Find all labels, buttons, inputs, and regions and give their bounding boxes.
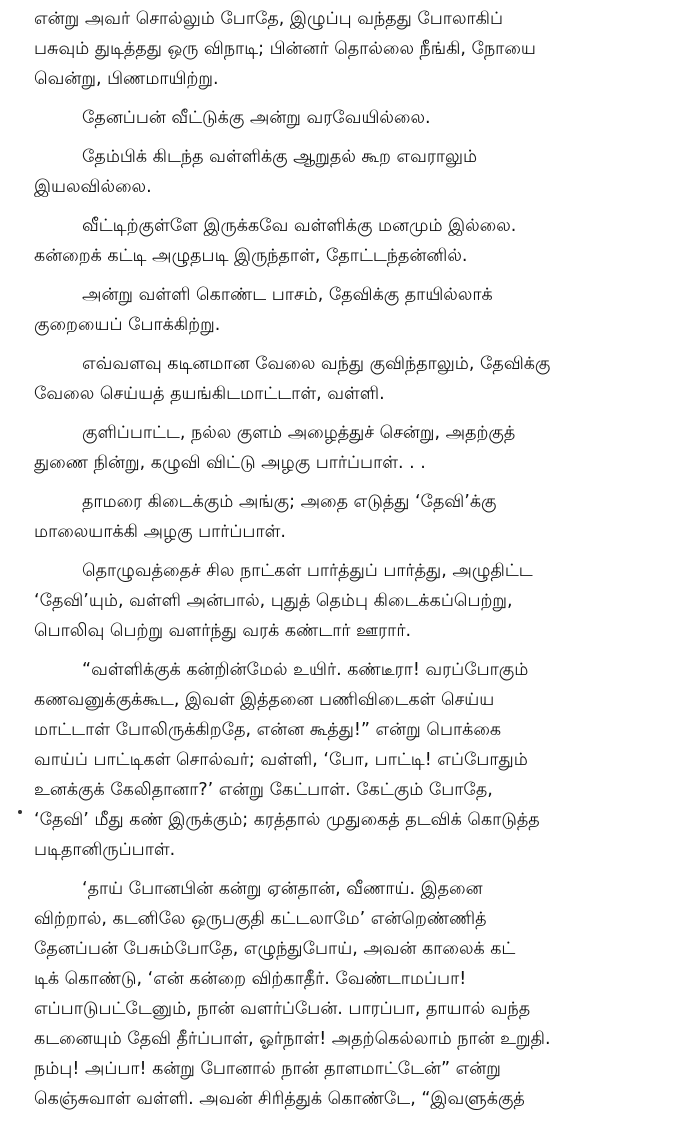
text-line: கடனையும் தேவி தீர்ப்பாள், ஓர்நாள்! அதற்கெல்லாம் நான் உறுதி.	[34, 1029, 551, 1049]
text-line: தேம்பிக் கிடந்த வள்ளிக்கு ஆறுதல் கூற எவராலும்	[82, 147, 478, 167]
text-line: ‘தாய் போனபின் கன்று ஏன்தான், வீணாய். இதனை	[82, 879, 483, 899]
text-line: பசுவும் துடித்தது ஒரு விநாடி; பின்னர் தொல்லை நீங்கி, நோயை	[34, 39, 536, 59]
text-line: உனக்குக் கேலிதானா?’ என்று கேட்பாள். கேட்கும் போதே,	[34, 780, 493, 800]
text-line: எப்பாடுபட்டேனும், நான் வளர்ப்பேன். பாரப்பா, தாயால் வந்த	[34, 999, 531, 1019]
text-line: நம்பு! அப்பா! கன்று போனால் நான் தாளமாட்டேன்” என்று	[34, 1059, 501, 1079]
text-line: ‘தேவி’ மீது கண் இருக்கும்; கரத்தால் முதுகைத் தடவிக் கொடுத்த	[34, 810, 540, 830]
text-line: விற்றால், கடனிலே ஒருபகுதி கட்டலாமே’ என்றெண்ணித்	[34, 909, 487, 929]
text-line: வீட்டிற்குள்ளே இருக்கவே வள்ளிக்கு மனமும் இல்லை.	[82, 216, 517, 236]
paragraph	[34, 280, 669, 340]
paragraph	[34, 142, 669, 202]
text-line: கெஞ்சுவாள் வள்ளி. அவன் சிரித்துக் கொண்டே, “இவளுக்குத்	[34, 1089, 525, 1109]
paragraph	[34, 349, 669, 409]
text-line: பொலிவு பெற்று வளர்ந்து வரக் கண்டார் ஊரார்.	[34, 621, 412, 641]
text-line: படிதானிருப்பாள்.	[34, 840, 176, 860]
text-line: தாமரை கிடைக்கும் அங்கு; அதை எடுத்து ‘தேவி’க்கு	[82, 492, 497, 512]
text-line: மாட்டாள் போலிருக்கிறதே, என்ன கூத்து!” என்று பொக்கை	[34, 720, 502, 740]
paragraph	[34, 874, 669, 1114]
text-line: எவ்வளவு கடினமான வேலை வந்து குவிந்தாலும், தேவிக்கு	[82, 354, 551, 374]
text-line: குளிப்பாட்ட, நல்ல குளம் அழைத்துச் சென்று, அதற்குத்	[82, 423, 516, 443]
text-line: அன்று வள்ளி கொண்ட பாசம், தேவிக்கு தாயில்லாக்	[82, 285, 493, 305]
scan-speck	[18, 810, 22, 814]
paragraph	[34, 211, 669, 271]
text-line: குறையைப் போக்கிற்று.	[34, 315, 221, 335]
text-line: தொழுவத்தைச் சில நாட்கள் பார்த்துப் பார்த்து, அழுதிட்ட	[82, 561, 533, 581]
text-line: மாலையாக்கி அழகு பார்ப்பாள்.	[34, 522, 286, 542]
text-line: வாய்ப் பாட்டிகள் சொல்வர்; வள்ளி, ‘போ, பாட்டி! எப்போதும்	[34, 750, 528, 770]
text-line: “வள்ளிக்குக் கன்றின்மேல் உயிர். கண்டீரா! வரப்போகும்	[82, 660, 529, 680]
text-line: கணவனுக்குக்கூட, இவள் இத்தனை பணிவிடைகள் செய்ய	[34, 690, 495, 710]
text-line: தேனப்பன் வீட்டுக்கு அன்று வரவேயில்லை.	[82, 108, 431, 128]
paragraph	[34, 556, 669, 646]
paragraph	[34, 103, 669, 133]
text-line: வேலை செய்யத் தயங்கிடமாட்டாள், வள்ளி.	[34, 384, 385, 404]
paragraph	[34, 418, 669, 478]
paragraph	[34, 655, 669, 865]
text-line: தேனப்பன் பேசும்போதே, எழுந்துபோய், அவன் காலைக் கட்	[34, 939, 516, 959]
body-text	[34, 4, 669, 1123]
text-line: டிக் கொண்டு, ‘என் கன்றை விற்காதீர். வேண்டாமப்பா!	[34, 969, 467, 989]
text-line: வென்று, பிணமாயிற்று.	[34, 69, 219, 89]
text-line: துணை நின்று, கழுவி விட்டு அழகு பார்ப்பாள். . .	[34, 453, 426, 473]
text-line: இயலவில்லை.	[34, 177, 152, 197]
text-line: ‘தேவி’யும், வள்ளி அன்பால், புதுத் தெம்பு கிடைக்கப்பெற்று,	[34, 591, 513, 611]
text-line: கன்றைக் கட்டி அழுதபடி இருந்தாள், தோட்டந்தன்னில்.	[34, 246, 468, 266]
paragraph	[34, 4, 669, 94]
paragraph	[34, 487, 669, 547]
text-line: என்று அவர் சொல்லும் போதே, இழுப்பு வந்தது போலாகிப்	[34, 9, 503, 29]
